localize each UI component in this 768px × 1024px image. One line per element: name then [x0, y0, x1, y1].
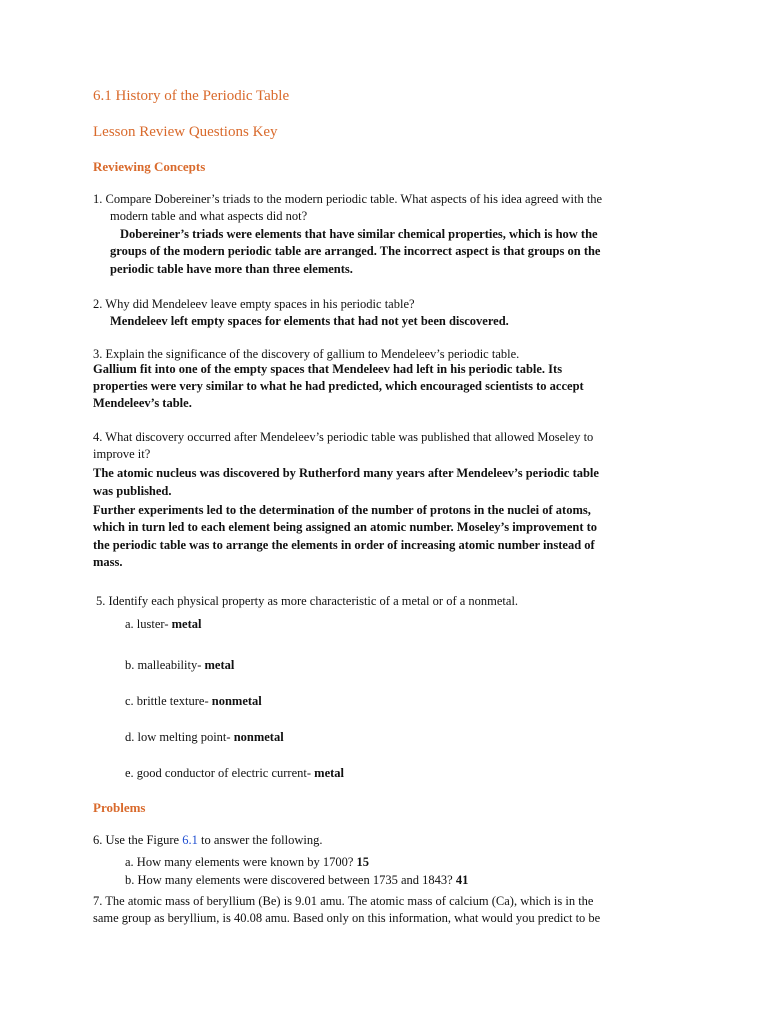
question-1-line-1: 1. Compare Dobereiner’s triads to the modern periodic table. What aspects of his idea agreed with the: [93, 192, 603, 206]
question-2: 2. Why did Mendeleev leave empty spaces in his periodic table?: [93, 297, 415, 311]
figure-6-1-link[interactable]: 6.1: [182, 833, 198, 847]
question-7-line-1: 7. The atomic mass of beryllium (Be) is 9.01 amu. The atomic mass of calcium (Ca), which is in the: [93, 894, 594, 908]
q5-item-d-label: d. low melting point-: [125, 730, 234, 744]
answer-3-line-1: Gallium fit into one of the empty spaces that Mendeleev had left in his periodic table. Its: [93, 362, 563, 376]
q5-item-a-answer: metal: [171, 617, 202, 631]
q6-item-b-answer: 41: [455, 873, 469, 887]
q5-item-b-answer: metal: [204, 658, 235, 672]
question-4-line-2: improve it?: [93, 447, 151, 461]
answer-4b-line-4: mass.: [93, 555, 123, 569]
q6-item-b-label: b. How many elements were discovered between 1735 and 1843?: [125, 873, 456, 887]
question-7-line-2: same group as beryllium, is 40.08 amu. Based only on this information, what would you predict to be: [93, 911, 601, 925]
answer-3-line-3: Mendeleev’s table.: [93, 396, 192, 410]
answer-2: Mendeleev left empty spaces for elements that had not yet been discovered.: [110, 314, 509, 328]
q5-item-b: [125, 657, 234, 674]
answer-1-line-1: Dobereiner’s triads were elements that have similar chemical properties, which is how the: [120, 227, 598, 241]
q6-item-a-answer: 15: [356, 855, 370, 869]
q5-item-b-label: b. malleability-: [125, 658, 205, 672]
q5-item-c-label: c. brittle texture-: [125, 694, 212, 708]
section-heading-problems: Problems: [93, 800, 146, 815]
answer-4a-line-2: was published.: [93, 484, 172, 498]
question-6-suffix: to answer the following.: [197, 833, 323, 847]
q5-item-d-answer: nonmetal: [233, 730, 284, 744]
section-heading-reviewing-concepts: Reviewing Concepts: [93, 159, 206, 174]
question-6: [93, 832, 323, 849]
page-title: 6.1 History of the Periodic Table: [93, 88, 290, 104]
question-4-line-1: 4. What discovery occurred after Mendeleev’s periodic table was published that allowed Moseley to: [93, 430, 594, 444]
question-5: 5. Identify each physical property as more characteristic of a metal or of a nonmetal.: [96, 594, 519, 608]
answer-1-line-2: groups of the modern periodic table are arranged. The incorrect aspect is that groups on the: [110, 244, 601, 258]
q5-item-a-label: a. luster-: [125, 617, 172, 631]
q5-item-c-answer: nonmetal: [211, 694, 262, 708]
q5-item-e-label: e. good conductor of electric current-: [125, 766, 315, 780]
answer-4b-line-1: Further experiments led to the determination of the number of protons in the nuclei of atoms,: [93, 503, 591, 517]
answer-4b-line-2: which in turn led to each element being assigned an atomic number. Moseley’s improvement to: [93, 520, 598, 534]
q5-item-d: [125, 729, 284, 746]
q5-item-e-answer: metal: [314, 766, 345, 780]
question-3: 3. Explain the significance of the discovery of gallium to Mendeleev’s periodic table.: [93, 347, 520, 361]
page-subtitle: Lesson Review Questions Key: [93, 124, 278, 140]
answer-1-line-3: periodic table have more than three elements.: [110, 262, 353, 276]
answer-4a-line-1: The atomic nucleus was discovered by Rutherford many years after Mendeleev’s periodic table: [93, 466, 599, 480]
q5-item-a: [125, 616, 201, 633]
question-1-line-2: modern table and what aspects did not?: [110, 209, 308, 223]
q5-item-e: [125, 765, 344, 782]
question-6-prefix: 6. Use the Figure: [93, 833, 183, 847]
q6-item-b: [125, 872, 468, 889]
answer-4b-line-3: the periodic table was to arrange the elements in order of increasing atomic number instead of: [93, 538, 595, 552]
q6-item-a: [125, 854, 369, 871]
q5-item-c: [125, 693, 262, 710]
q6-item-a-label: a. How many elements were known by 1700?: [125, 855, 357, 869]
answer-3-line-2: properties were very similar to what he had predicted, which encouraged scientists to accept: [93, 379, 584, 393]
